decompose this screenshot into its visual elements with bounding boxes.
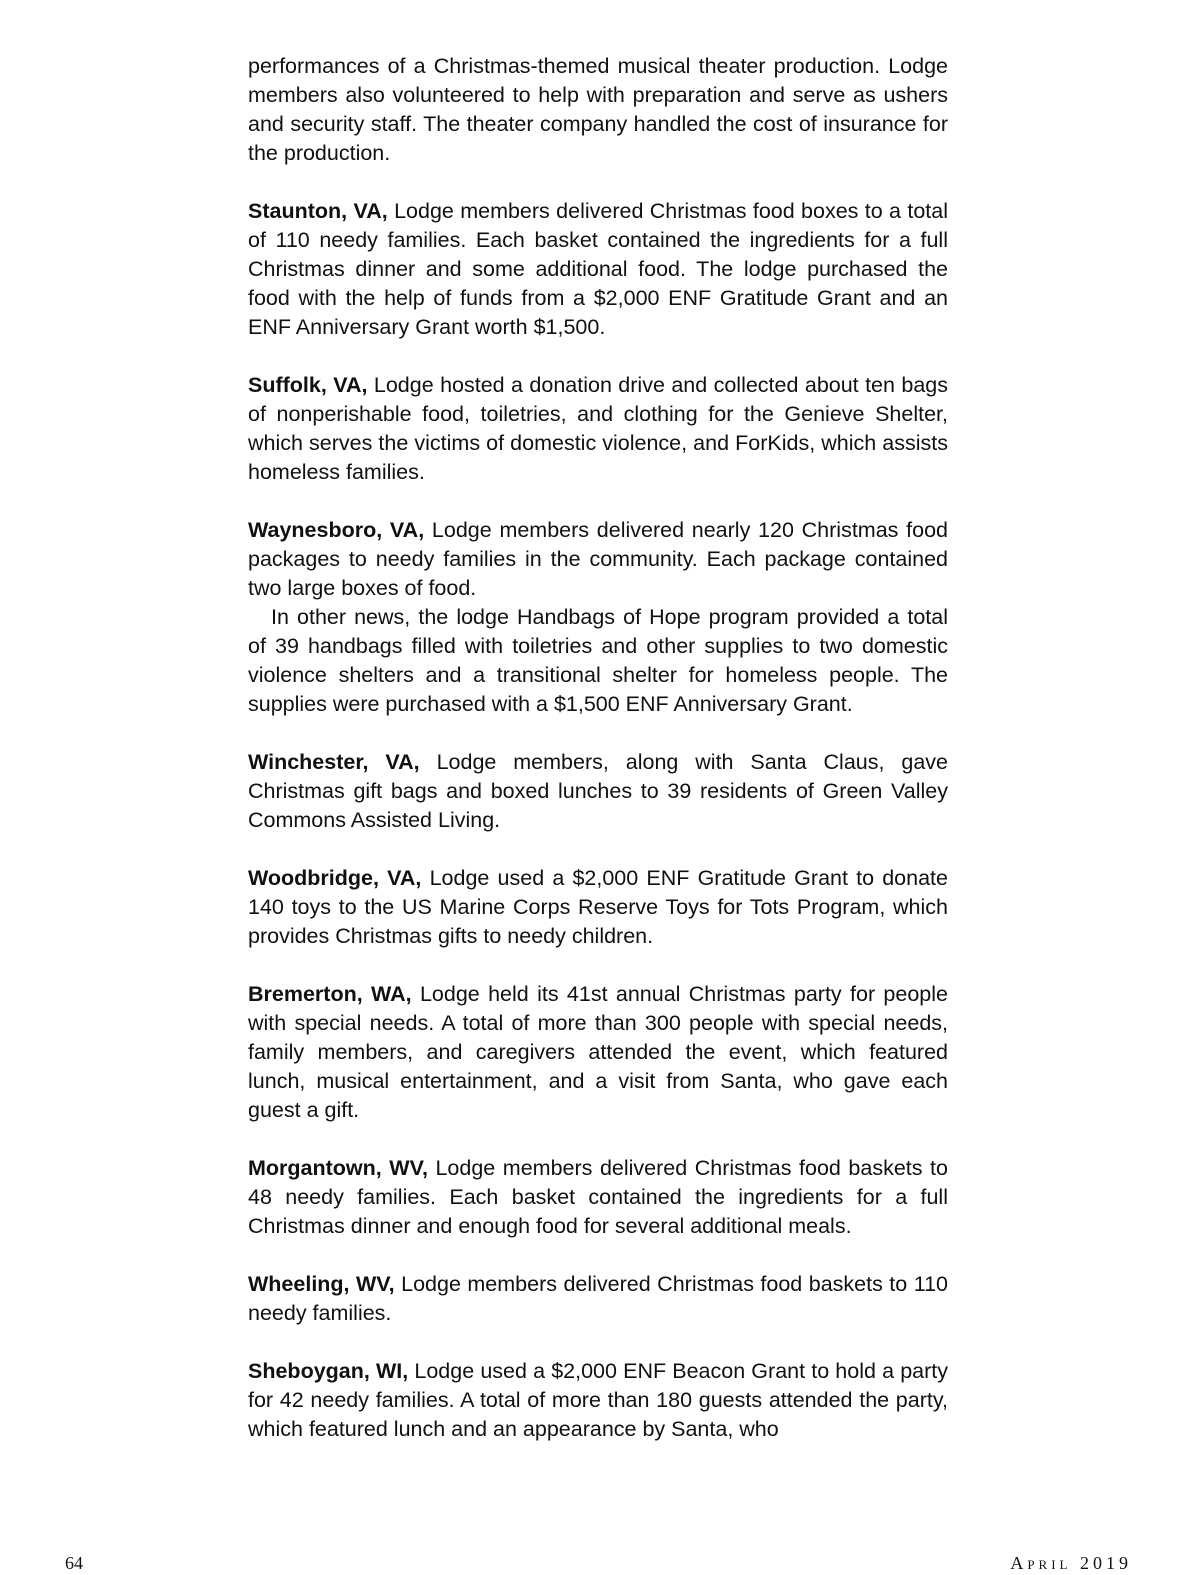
- paragraph-text: Lodge used a $2,000 ENF Gratitude Grant to donate 140 toys to the US Marine Corps Reserve Toys for Tots Program, which provides Christmas gifts to needy children.: [248, 866, 948, 948]
- paragraph-text: performances of a Christmas-themed musical theater production. Lodge members also volunteered to help with preparation and serve as ushers and security staff. The theater company handled the cost of insurance for the production.: [248, 54, 948, 165]
- place-heading: Staunton, VA,: [248, 199, 388, 223]
- article-paragraph-winchester: [248, 748, 948, 835]
- paragraph-text: Lodge members delivered Christmas food boxes to a total of 110 needy families. Each basket contained the ingredients for a full Christmas dinner and some additional food. The lodge purchased the food with the help of funds from a $2,000 ENF Gratitude Grant and an ENF Anniversary Grant worth $1,500.: [248, 199, 948, 339]
- place-heading: Suffolk, VA,: [248, 373, 368, 397]
- paragraph-text: Lodge held its 41st annual Christmas party for people with special needs. A total of more than 300 people with special needs, family members, and caregivers attended the event, which featured lunch, musical entertainment, and a visit from Santa, who gave each guest a gift.: [248, 982, 948, 1122]
- article-paragraph-woodbridge: [248, 864, 948, 951]
- place-heading: Wheeling, WV,: [248, 1272, 395, 1296]
- place-heading: Woodbridge, VA,: [248, 866, 422, 890]
- paragraph-text: Lodge members delivered nearly 120 Christmas food packages to needy families in the community. Each package contained two large boxes of food.: [248, 518, 948, 600]
- place-heading: Waynesboro, VA,: [248, 518, 425, 542]
- page-number: 64: [65, 1553, 83, 1573]
- paragraph-text: Lodge used a $2,000 ENF Beacon Grant to hold a party for 42 needy families. A total of more than 180 guests attended the party, which featured lunch and an appearance by Santa, who: [248, 1359, 948, 1441]
- article-paragraph-waynesboro: [248, 516, 948, 603]
- article-paragraph-wheeling: [248, 1270, 948, 1328]
- place-heading: Bremerton, WA,: [248, 982, 412, 1006]
- article-paragraph-bremerton: [248, 980, 948, 1125]
- article-paragraph-continued: [248, 52, 948, 168]
- paragraph-text: Lodge members, along with Santa Claus, gave Christmas gift bags and boxed lunches to 39 residents of Green Valley Commons Assisted Living.: [248, 750, 948, 832]
- issue-date: April 2019: [1010, 1553, 1132, 1573]
- article-paragraph-waynesboro-continued: [248, 603, 948, 719]
- place-heading: Winchester, VA,: [248, 750, 420, 774]
- article-paragraph-sheboygan: [248, 1357, 948, 1444]
- paragraph-text: Lodge members delivered Christmas food baskets to 110 needy families.: [248, 1272, 948, 1325]
- paragraph-text: Lodge hosted a donation drive and collected about ten bags of nonperishable food, toiletries, and clothing for the Genieve Shelter, which serves the victims of domestic violence, and ForKids, which assists homeless families.: [248, 373, 948, 484]
- paragraph-text: In other news, the lodge Handbags of Hope program provided a total of 39 handbags filled with toiletries and other supplies to two domestic violence shelters and a transitional shelter for homeless people. The supplies were purchased with a $1,500 ENF Anniversary Grant.: [248, 605, 948, 716]
- article-paragraph-morgantown: [248, 1154, 948, 1241]
- place-heading: Sheboygan, WI,: [248, 1359, 409, 1383]
- article-paragraph-suffolk: [248, 371, 948, 487]
- place-heading: Morgantown, WV,: [248, 1156, 428, 1180]
- paragraph-text: Lodge members delivered Christmas food baskets to 48 needy families. Each basket contained the ingredients for a full Christmas dinner and enough food for several additional meals.: [248, 1156, 948, 1238]
- article-paragraph-staunton: [248, 197, 948, 342]
- article-column: [248, 52, 948, 1444]
